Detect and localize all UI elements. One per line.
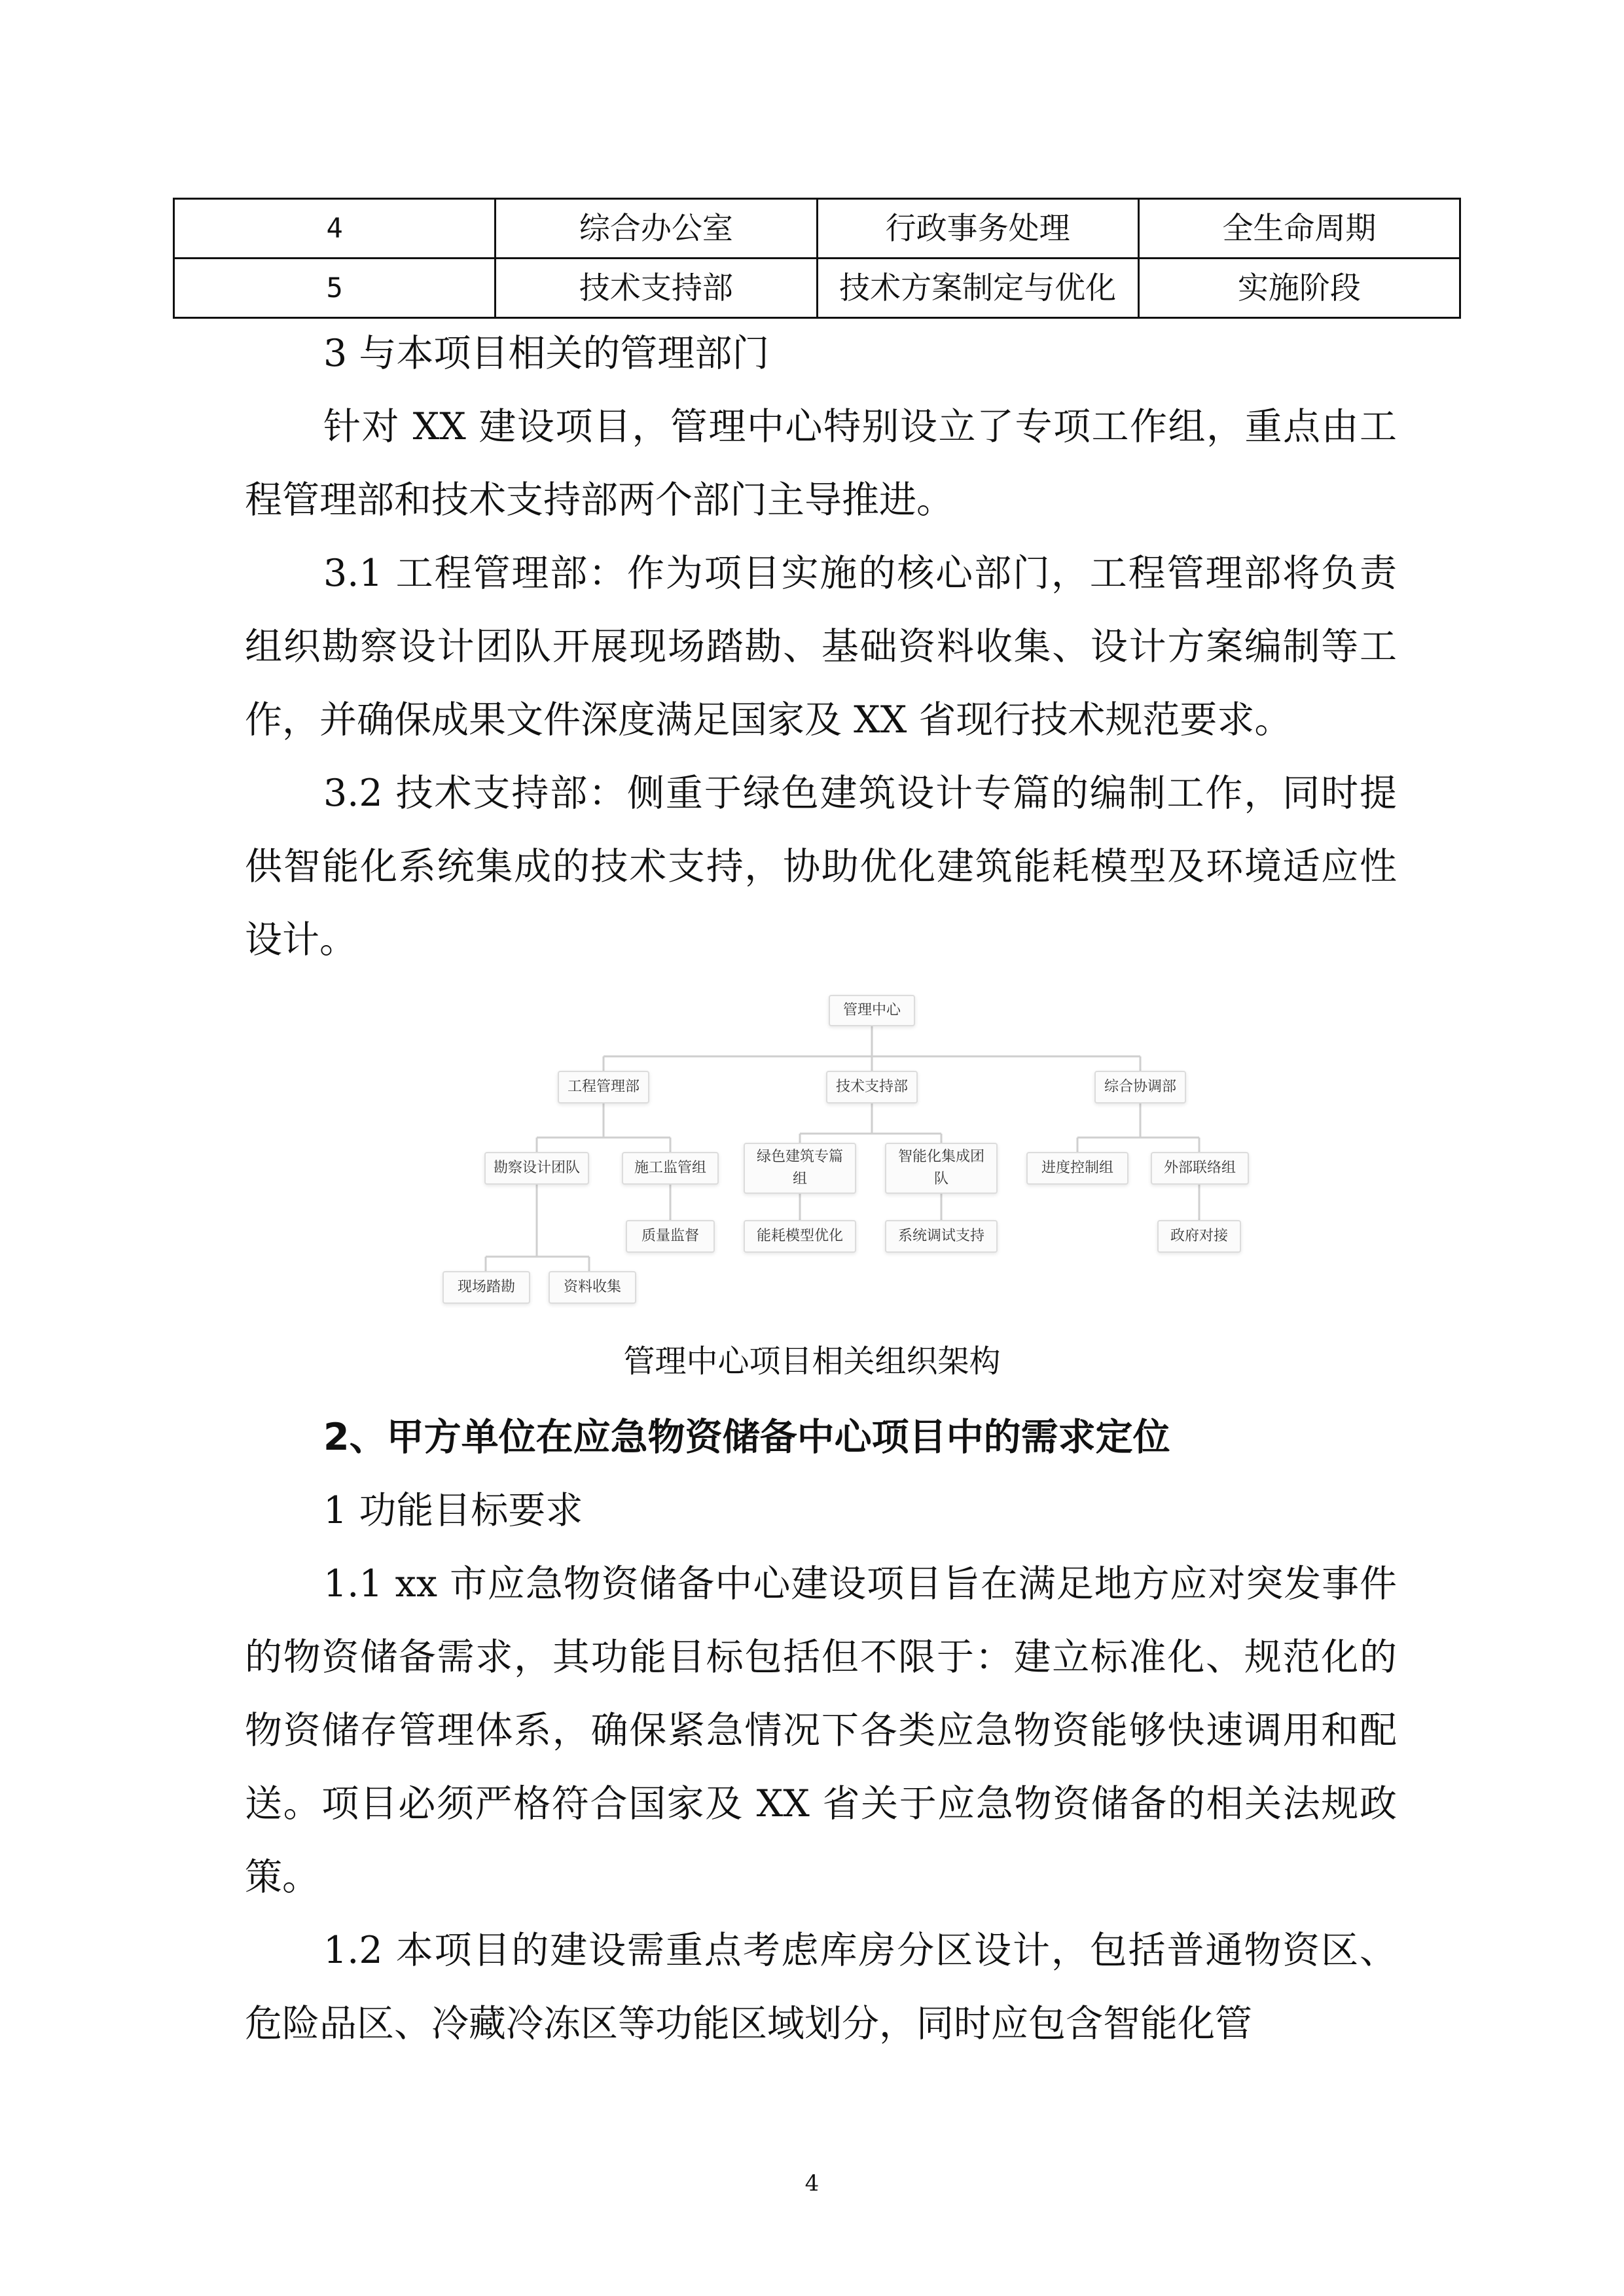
table-cell-dept: 技术支持部 (496, 259, 817, 318)
org-node-survey-team: 勘察设计团队 (484, 1152, 589, 1185)
section-3-intro: 针对 XX 建设项目，管理中心特别设立了专项工作组，重点由工程管理部和技术支持部两个部门主导推进。 (245, 405, 1397, 522)
org-node-data-collection: 资料收集 (549, 1271, 636, 1304)
org-node-site-survey: 现场踏勘 (442, 1271, 530, 1304)
page-number: 4 (804, 2170, 820, 2197)
org-node-progress-group: 进度控制组 (1026, 1152, 1128, 1185)
table-row (174, 199, 1460, 259)
table-row (174, 259, 1460, 318)
table-cell-duty: 技术方案制定与优化 (817, 259, 1138, 318)
org-chart (432, 995, 1257, 1335)
section-2-1-subheading: 1 功能目标要求 (323, 1489, 583, 1532)
org-node-green-building-group: 绿色建筑专篇组 (744, 1143, 856, 1194)
org-node-system-debug: 系统调试支持 (885, 1220, 998, 1253)
org-node-supervision-group: 施工监管组 (622, 1152, 719, 1185)
org-node-quality-supervision: 质量监督 (626, 1220, 715, 1253)
department-table (173, 198, 1461, 319)
table-cell-duty: 行政事务处理 (817, 199, 1138, 259)
org-node-smart-integration-team: 智能化集成团队 (885, 1143, 998, 1194)
table-cell-stage: 实施阶段 (1138, 259, 1460, 318)
org-node-dept-tech-support: 技术支持部 (826, 1071, 918, 1103)
table-cell-dept: 综合办公室 (496, 199, 817, 259)
org-node-energy-model: 能耗模型优化 (744, 1220, 856, 1253)
org-node-dept-coordination: 综合协调部 (1094, 1071, 1186, 1103)
section-2-heading: 2、甲方单位在应急物资储备中心项目中的需求定位 (323, 1416, 1170, 1459)
org-node-liaison-group: 外部联络组 (1151, 1152, 1249, 1185)
section-3-1-paragraph: 3.1 工程管理部：作为项目实施的核心部门，工程管理部将负责组织勘察设计团队开展现场踏勘、基础资料收集、设计方案编制等工作，并确保成果文件深度满足国家及 XX 省现行技术规范要求。 (245, 552, 1397, 742)
table-cell-stage: 全生命周期 (1138, 199, 1460, 259)
table-cell-no: 4 (174, 199, 496, 259)
org-node-dept-engineering: 工程管理部 (558, 1071, 649, 1103)
table-cell-no: 5 (174, 259, 496, 318)
section-1-2-paragraph: 1.2 本项目的建设需重点考虑库房分区设计，包括普通物资区、危险品区、冷藏冷冻区等功能区域划分，同时应包含智能化管 (245, 1929, 1397, 2045)
section-3-heading: 3 与本项目相关的管理部门 (323, 332, 770, 375)
org-node-root: 管理中心 (829, 995, 915, 1026)
org-chart-caption: 管理中心项目相关组织架构 (623, 1343, 1001, 1380)
section-3-2-paragraph: 3.2 技术支持部：侧重于绿色建筑设计专篇的编制工作，同时提供智能化系统集成的技术支持，协助优化建筑能耗模型及环境适应性设计。 (245, 772, 1397, 961)
section-1-1-paragraph: 1.1 xx 市应急物资储备中心建设项目旨在满足地方应对突发事件的物资储备需求，其功能目标包括但不限于：建立标准化、规范化的物资储存管理体系，确保紧急情况下各类应急物资能够快速调用和配送。项目必须严格符合国家及 XX 省关于应急物资储备的相关法规政策。 (245, 1562, 1397, 1899)
org-node-gov-liaison: 政府对接 (1157, 1220, 1241, 1253)
